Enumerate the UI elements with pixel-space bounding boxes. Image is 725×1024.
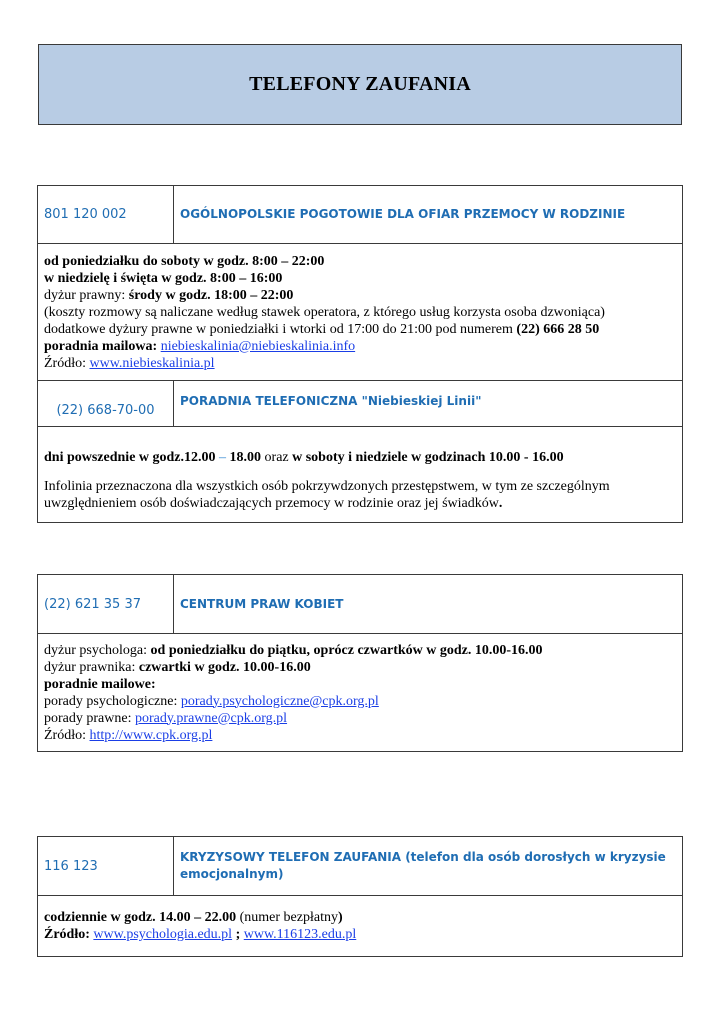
hotline-details: [38, 896, 683, 957]
hotline-name: PORADNIA TELEFONICZNA "Niebieskiej Linii": [174, 381, 683, 427]
law-mail-line: [44, 710, 676, 727]
hours-dash: –: [219, 450, 227, 465]
psych-duty-line: [44, 642, 676, 659]
hotline-details: [38, 244, 683, 381]
extra-duty-line: [44, 321, 676, 338]
legal-duty-label: dyżur prawny:: [44, 287, 129, 303]
hours-connector: oraz: [261, 450, 293, 465]
law-mail-link[interactable]: porady.prawne@cpk.org.pl: [134, 710, 288, 726]
psych-mail-line: [44, 693, 676, 710]
hours-daily: codziennie w godz. 14.00 – 22.00: [44, 910, 237, 925]
source-link[interactable]: www.niebieskalinia.pl: [89, 355, 215, 371]
hours-sundays: w niedzielę i święta w godz. 8:00 – 16:00: [44, 270, 283, 286]
psych-duty-label: dyżur psychologa:: [44, 642, 151, 658]
free-note-close: ): [337, 910, 343, 925]
legal-duty-hours: środy w godz. 18:00 – 22:00: [128, 287, 294, 303]
hours-weekdays: od poniedziałku do soboty w godz. 8:00 – 22:00: [44, 253, 325, 269]
lawyer-duty-hours: czwartki w godz. 10.00-16.00: [138, 659, 311, 675]
source-link[interactable]: http://www.cpk.org.pl: [89, 727, 213, 743]
hours-end: 18.00: [226, 450, 262, 465]
free-note: (numer bezpłatny: [236, 910, 338, 925]
hotline-details: [38, 427, 683, 523]
hours-weekdays: dni powszednie w godz.12.00: [44, 450, 220, 465]
hours-line: [44, 909, 676, 926]
hours-line: [44, 449, 676, 466]
page-title: TELEFONY ZAUFANIA: [249, 73, 471, 95]
source-label: Źródło:: [44, 927, 94, 942]
phone-number[interactable]: (22) 621 35 37: [38, 575, 174, 634]
hotline-card-4: [37, 836, 683, 957]
phone-number[interactable]: 116 123: [38, 837, 174, 896]
info-text: Infolinia przeznaczona dla wszystkich osób pokrzywdzonych przestępstwem, w tym ze szczególnym uwzględnieniem osób doświadczających przemocy w rodzinie oraz jej świadków: [44, 479, 610, 511]
hotline-details: [38, 634, 683, 752]
hotline-card-1: [37, 185, 683, 523]
psych-duty-hours: od poniedziałku do piątku, oprócz czwartków w godz. 10.00-16.00: [150, 642, 543, 658]
law-mail-label: porady prawne:: [44, 710, 135, 726]
source-line: [44, 926, 676, 943]
lawyer-duty-line: [44, 659, 676, 676]
phone-number[interactable]: (22) 668-70-00: [38, 381, 174, 427]
mail-link[interactable]: niebieskalinia@niebieskalinia.info: [160, 338, 356, 354]
source-label: Źródło:: [44, 727, 90, 743]
info-paragraph: [44, 478, 676, 512]
hotline-card-3: [37, 574, 683, 752]
hotline-name: CENTRUM PRAW KOBIET: [174, 575, 683, 634]
psych-mail-link[interactable]: porady.psychologiczne@cpk.org.pl: [180, 693, 379, 709]
lawyer-duty-label: dyżur prawnika:: [44, 659, 139, 675]
legal-duty-line: [44, 287, 676, 304]
cost-note: (koszty rozmowy są naliczane według stawek operatora, z którego usług korzysta osoba dzwoniąca): [44, 304, 605, 320]
source-separator: ;: [232, 927, 244, 942]
source-link-1[interactable]: www.psychologia.edu.pl: [93, 927, 233, 942]
source-link-2[interactable]: www.116123.edu.pl: [243, 927, 357, 942]
info-end: .: [498, 496, 503, 511]
psych-mail-label: porady psychologiczne:: [44, 693, 181, 709]
extra-duty-number[interactable]: (22) 666 28 50: [516, 321, 600, 337]
mail-label: poradnia mailowa:: [44, 338, 158, 354]
extra-duty-text: dodatkowe dyżury prawne w poniedziałki i wtorki od 17:00 do 21:00 pod numerem: [44, 321, 517, 337]
title-banner: [38, 44, 682, 125]
mail-line: [44, 338, 676, 355]
mail-heading: poradnie mailowe:: [44, 676, 156, 692]
source-label: Źródło:: [44, 355, 90, 371]
source-line: [44, 355, 676, 372]
hotline-name: KRYZYSOWY TELEFON ZAUFANIA (telefon dla osób dorosłych w kryzysie emocjonalnym): [174, 837, 683, 896]
hours-weekend: w soboty i niedziele w godzinach 10.00 - 16.00: [292, 450, 564, 465]
hotline-name: OGÓLNOPOLSKIE POGOTOWIE DLA OFIAR PRZEMOCY W RODZINIE: [174, 186, 683, 244]
source-line: [44, 727, 676, 744]
phone-number[interactable]: 801 120 002: [38, 186, 174, 244]
